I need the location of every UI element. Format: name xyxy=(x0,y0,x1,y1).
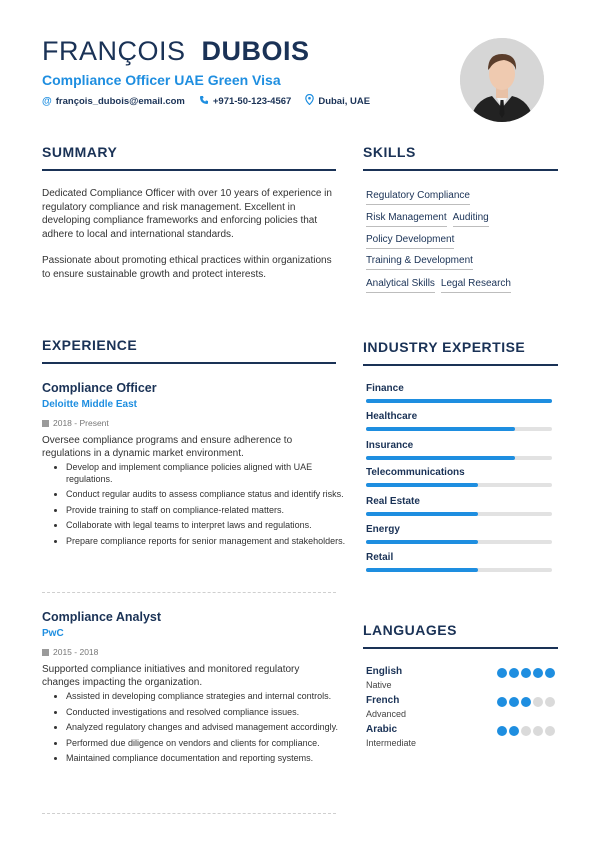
job-subtitle: Compliance Officer UAE Green Visa xyxy=(42,72,281,88)
skills-row xyxy=(366,190,470,205)
expertise-label: Finance xyxy=(366,383,404,394)
expertise-bar xyxy=(366,512,552,516)
job-bullet: • Collaborate with legal teams to interpret laws and regulations. xyxy=(66,520,346,532)
summary-paragraph-1: Dedicated Compliance Officer with over 10 years of experience in regulatory compliance and risk management. Excellent in developing compliance frameworks and enforcing policies that adhere to local and international standards. xyxy=(42,188,332,240)
rating-dot xyxy=(521,726,531,736)
skill-tag: Regulatory Compliance xyxy=(366,190,470,205)
rating-dot xyxy=(533,668,543,678)
calendar-icon xyxy=(42,420,49,427)
rating-dot xyxy=(521,668,531,678)
expertise-bar-fill xyxy=(366,399,552,403)
contact-info xyxy=(42,94,370,108)
job-dates xyxy=(42,418,109,428)
pin-icon xyxy=(305,94,314,108)
skills-rule xyxy=(363,169,558,171)
language-name: French xyxy=(366,695,400,706)
expertise-label: Insurance xyxy=(366,440,414,451)
language-level: Intermediate xyxy=(366,738,417,748)
at-icon: @ xyxy=(42,95,52,107)
calendar-icon xyxy=(42,649,49,656)
expertise-bar-fill xyxy=(366,456,515,460)
rating-dot xyxy=(545,726,555,736)
languages-rule xyxy=(363,647,558,649)
job-company: PwC xyxy=(42,628,64,639)
skill-tag: Legal Research xyxy=(441,278,511,293)
job-bullet: • Analyzed regulatory changes and advised management accordingly. xyxy=(66,722,346,734)
job-description: Supported compliance initiatives and monitored regulatory changes impacting the organization. xyxy=(42,664,300,688)
job-bullet: • Conducted investigations and resolved compliance issues. xyxy=(66,707,346,719)
job-description: Oversee compliance programs and ensure adherence to regulations in a dynamic market environment. xyxy=(42,435,293,459)
expertise-label: Telecommunications xyxy=(366,467,465,478)
expertise-bar xyxy=(366,483,552,487)
rating-dot xyxy=(497,697,507,707)
job-bullet: • Performed due diligence on vendors and clients for compliance. xyxy=(66,738,346,750)
job-bullet: • Maintained compliance documentation and reporting systems. xyxy=(66,753,346,765)
expertise-label: Healthcare xyxy=(366,411,418,422)
experience-rule xyxy=(42,362,336,364)
expertise-bar xyxy=(366,568,552,572)
rating-dot xyxy=(545,668,555,678)
first-name: FRANÇOIS xyxy=(42,36,186,66)
skill-tag: Analytical Skills xyxy=(366,278,435,293)
profile-photo xyxy=(460,38,544,122)
rating-dot xyxy=(509,668,519,678)
job-bullet: • Prepare compliance reports for senior management and stakeholders. xyxy=(66,536,346,548)
rating-dot xyxy=(533,697,543,707)
job-bullet: • Provide training to staff on compliance-related matters. xyxy=(66,505,346,517)
rating-dot xyxy=(509,726,519,736)
language-level: Advanced xyxy=(366,709,407,719)
experience-title: EXPERIENCE xyxy=(42,337,138,353)
phone-text: +971-50-123-4567 xyxy=(212,95,292,107)
expertise-bar-fill xyxy=(366,540,478,544)
job-divider xyxy=(42,813,336,814)
job-title: Compliance Analyst xyxy=(42,610,162,624)
expertise-bar xyxy=(366,540,552,544)
job-bullet: • Conduct regular audits to assess compliance status and identify risks. xyxy=(66,489,346,501)
last-name: DUBOIS xyxy=(201,36,310,66)
language-name: English xyxy=(366,666,403,677)
summary-title: SUMMARY xyxy=(42,144,118,160)
expertise-bar-fill xyxy=(366,427,515,431)
email-contact[interactable] xyxy=(42,96,185,107)
expertise-bar xyxy=(366,399,552,403)
language-level: Native xyxy=(366,680,392,690)
skill-tag: Training & Development xyxy=(366,255,473,270)
rating-dot xyxy=(497,726,507,736)
rating-dot xyxy=(545,697,555,707)
expertise-bar-fill xyxy=(366,483,478,487)
skills-row xyxy=(366,278,511,293)
phone-contact[interactable] xyxy=(199,95,291,108)
language-rating xyxy=(497,726,555,736)
rating-dot xyxy=(521,697,531,707)
job-dates-text: 2015 - 2018 xyxy=(53,647,99,657)
language-name: Arabic xyxy=(366,724,398,735)
expertise-label: Energy xyxy=(366,524,400,535)
job-dates-text: 2018 - Present xyxy=(53,418,109,428)
expertise-label: Real Estate xyxy=(366,496,420,507)
languages-title: LANGUAGES xyxy=(363,622,457,638)
language-rating xyxy=(497,668,555,678)
skills-title: SKILLS xyxy=(363,144,416,160)
phone-icon xyxy=(199,95,209,108)
rating-dot xyxy=(533,726,543,736)
expertise-title: INDUSTRY EXPERTISE xyxy=(363,339,526,355)
expertise-label: Retail xyxy=(366,552,394,563)
summary-paragraph-2: Passionate about promoting ethical practices within organizations to ensure sustainable growth and protect interests. xyxy=(42,255,332,280)
skills-row xyxy=(366,212,489,227)
rating-dot xyxy=(497,668,507,678)
job-company: Deloitte Middle East xyxy=(42,399,138,410)
job-divider xyxy=(42,592,336,593)
expertise-bar-fill xyxy=(366,512,478,516)
candidate-name xyxy=(42,36,310,67)
expertise-bar xyxy=(366,427,552,431)
job-dates xyxy=(42,647,98,657)
location-contact xyxy=(305,94,370,108)
skills-row xyxy=(366,234,454,249)
skills-row xyxy=(366,255,473,270)
skill-tag: Auditing xyxy=(453,212,489,227)
job-title: Compliance Officer xyxy=(42,381,157,395)
location-text: Dubai, UAE xyxy=(318,95,371,107)
language-rating xyxy=(497,697,555,707)
email-text: françois_dubois@email.com xyxy=(55,95,185,107)
job-bullets xyxy=(52,462,346,551)
expertise-bar xyxy=(366,456,552,460)
job-bullets xyxy=(52,691,346,769)
skill-tag: Risk Management xyxy=(366,212,447,227)
expertise-rule xyxy=(363,364,558,366)
summary-rule xyxy=(42,169,336,171)
skill-tag: Policy Development xyxy=(366,234,454,249)
rating-dot xyxy=(509,697,519,707)
job-bullet: • Assisted in developing compliance strategies and internal controls. xyxy=(66,691,346,703)
job-bullet: • Develop and implement compliance policies aligned with UAE regulations. xyxy=(66,462,346,485)
expertise-bar-fill xyxy=(366,568,478,572)
